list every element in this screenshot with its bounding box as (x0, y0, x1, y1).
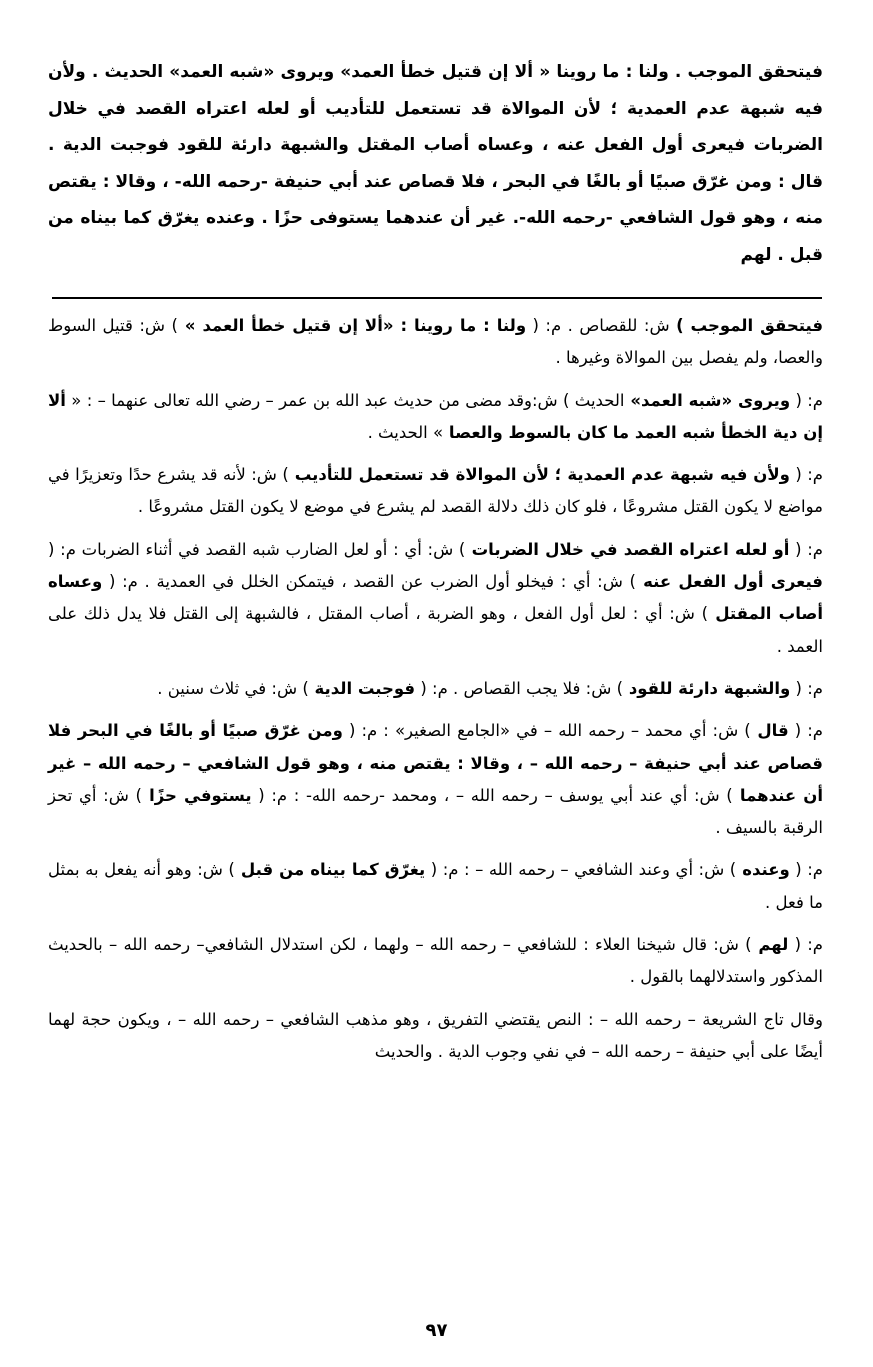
quoted-matn-text: ألا إن دية الخطأ شبه العمد ما كان بالسوط والعصا (48, 390, 823, 442)
sharh-text: ) ش: قال شيخنا العلاء : للشافعي – رحمه الله – ولهما ، لكن استدلال الشافعي– رحمه الله – بالحديث المذكور واستدلالهما بالقول . (48, 935, 823, 987)
quoted-matn-text: فيتحقق الموجب ) (676, 316, 824, 335)
sharh-text: م: ( (790, 678, 823, 698)
sharh-text: الحديث ) ش:وقد مضى من حديث عبد الله بن عمر – رضي الله تعالى عنهما – : « (65, 390, 625, 410)
sharh-text: ) ش: قتيل السوط والعصا، ولم يفصل بين الموالاة وغيرها . (48, 316, 823, 368)
sharh-text: ) ش: أي تحز الرقبة بالسيف . (48, 785, 823, 838)
sharh-text: م: ( (790, 390, 824, 410)
page-number: ٩٧ (425, 1320, 448, 1341)
sharh-text: ) ش: فلا يجب القصاص . م: ( (415, 678, 624, 698)
quoted-matn-text: يستوفي حزًا (141, 785, 252, 805)
commentary-paragraph (48, 310, 823, 375)
commentary-paragraph (48, 534, 823, 663)
sharh-text: ) ش: لأنه قد يشرع حدًا وتعزيرًا في مواضع لا يكون القتل مشروعًا ، فلو كان ذلك دلالة القصد لم يشرع في موضع لا يكون القتل مشروعًا . (48, 465, 823, 517)
quoted-matn-text: فوجبت الدية (308, 678, 416, 698)
sharh-text: » الحديث . (367, 422, 444, 442)
quoted-matn-text: ولنا : ما روينا : «ألا إن قتيل خطأ العمد » (177, 316, 527, 335)
sharh-text: ) ش: أي : فيخلو أول الضرب عن القصد ، فيتمكن الخلل في العمدية . م: ( (102, 572, 636, 592)
sharh-text: م: ( (789, 539, 823, 559)
main-text-block (48, 54, 823, 273)
quoted-matn-text: يغرّق كما بيناه من قبل (234, 860, 426, 880)
sharh-text: م: ( (789, 465, 824, 485)
sharh-text: ) ش: أي : أو لعل الضارب شبه القصد في أثناء الضربات م: ( (48, 539, 466, 559)
quoted-matn-text: والشبهة دارئة للقود (623, 678, 791, 698)
sharh-text: م: ( (788, 721, 824, 741)
quoted-matn-text: ويروى «شبه العمد» (624, 390, 791, 410)
sharh-text: ) ش: أي عند أبي يوسف – رحمه الله – ، ومحمد -رحمه الله- : م: ( (251, 785, 733, 805)
commentary-paragraph (48, 715, 823, 844)
sharh-text: م: ( (789, 860, 823, 880)
commentary-paragraph (48, 929, 823, 994)
sharh-text: ) ش: أي : لعل أول الفعل ، وهو الضربة ، أصاب المقتل ، فالشبهة إلى القتل فلا يدل ذلك على العمد . (48, 604, 823, 656)
quoted-matn-text: وعساه أصاب المقتل (48, 572, 823, 624)
sharh-text: وقال تاج الشريعة – رحمه الله – : النص يقتضي التفريق ، وهو مذهب الشافعي – رحمه الله – ، ويكون حجة لهما أيضًا على أبي حنيفة – رحمه الله – في نفي وجوب الدية . والحديث (48, 1009, 823, 1061)
commentary-paragraph (48, 459, 823, 524)
quoted-matn-text: لهم (751, 935, 789, 955)
quoted-matn-text: فيعرى أول الفعل عنه (635, 572, 823, 592)
main-text: فيتحقق الموجب . ولنا : ما روينا « ألا إن قتيل خطأ العمد» ويروى «شبه العمد» الحديث . ولأن فيه شبهة عدم العمدية ؛ لأن الموالاة قد تستعمل للتأديب أو لعله اعتراه القصد في خلال الضربات فيعرى أول الفعل عنه ، وعساه أصاب المقتل والشبهة دارئة للقود فوجبت الدية . قال : ومن غرّق صبيًا أو بالغًا في البحر ، فلا قصاص عند أبي حنيفة -رحمه الله- ، وقالا : يقتص منه ، وهو قول الشافعي -رحمه الله-. غير أن عندهما يستوفى حزًا . وعنده يغرّق كما بيناه من قبل . لهم (48, 62, 823, 265)
sharh-text: ش: للقصاص . م: ( (526, 316, 677, 335)
commentary-paragraph (48, 854, 823, 919)
quoted-matn-text: ومن غرّق صبيًا أو بالغًا في البحر فلا قصاص عند أبي حنيفة – رحمه الله – ، وقالا : يقتص منه ، وهو قول الشافعي – رحمه الله – غير أن عندهما (48, 721, 823, 805)
commentary-block (48, 310, 823, 1078)
commentary-paragraph (48, 1004, 823, 1069)
footnote-separator (52, 297, 822, 299)
commentary-paragraph (48, 673, 823, 705)
commentary-paragraph (48, 385, 823, 450)
quoted-matn-text: أو لعله اعتراه القصد في خلال الضربات (465, 539, 790, 559)
sharh-text: ) ش: أي محمد – رحمه الله – في «الجامع الصغير» : م: ( (342, 721, 751, 741)
sharh-text: ) ش: في ثلاث سنين . (157, 678, 309, 698)
sharh-text: م: ( (788, 935, 823, 955)
sharh-text: ) ش: وهو أنه يفعل به بمثل ما فعل . (48, 860, 823, 912)
quoted-matn-text: ولأن فيه شبهة عدم العمدية ؛ لأن الموالاة قد تستعمل للتأديب (288, 465, 790, 485)
sharh-text: ) ش: أي وعند الشافعي – رحمه الله – : م: ( (425, 860, 737, 880)
quoted-matn-text: قال (750, 721, 789, 741)
quoted-matn-text: وعنده (736, 860, 790, 880)
